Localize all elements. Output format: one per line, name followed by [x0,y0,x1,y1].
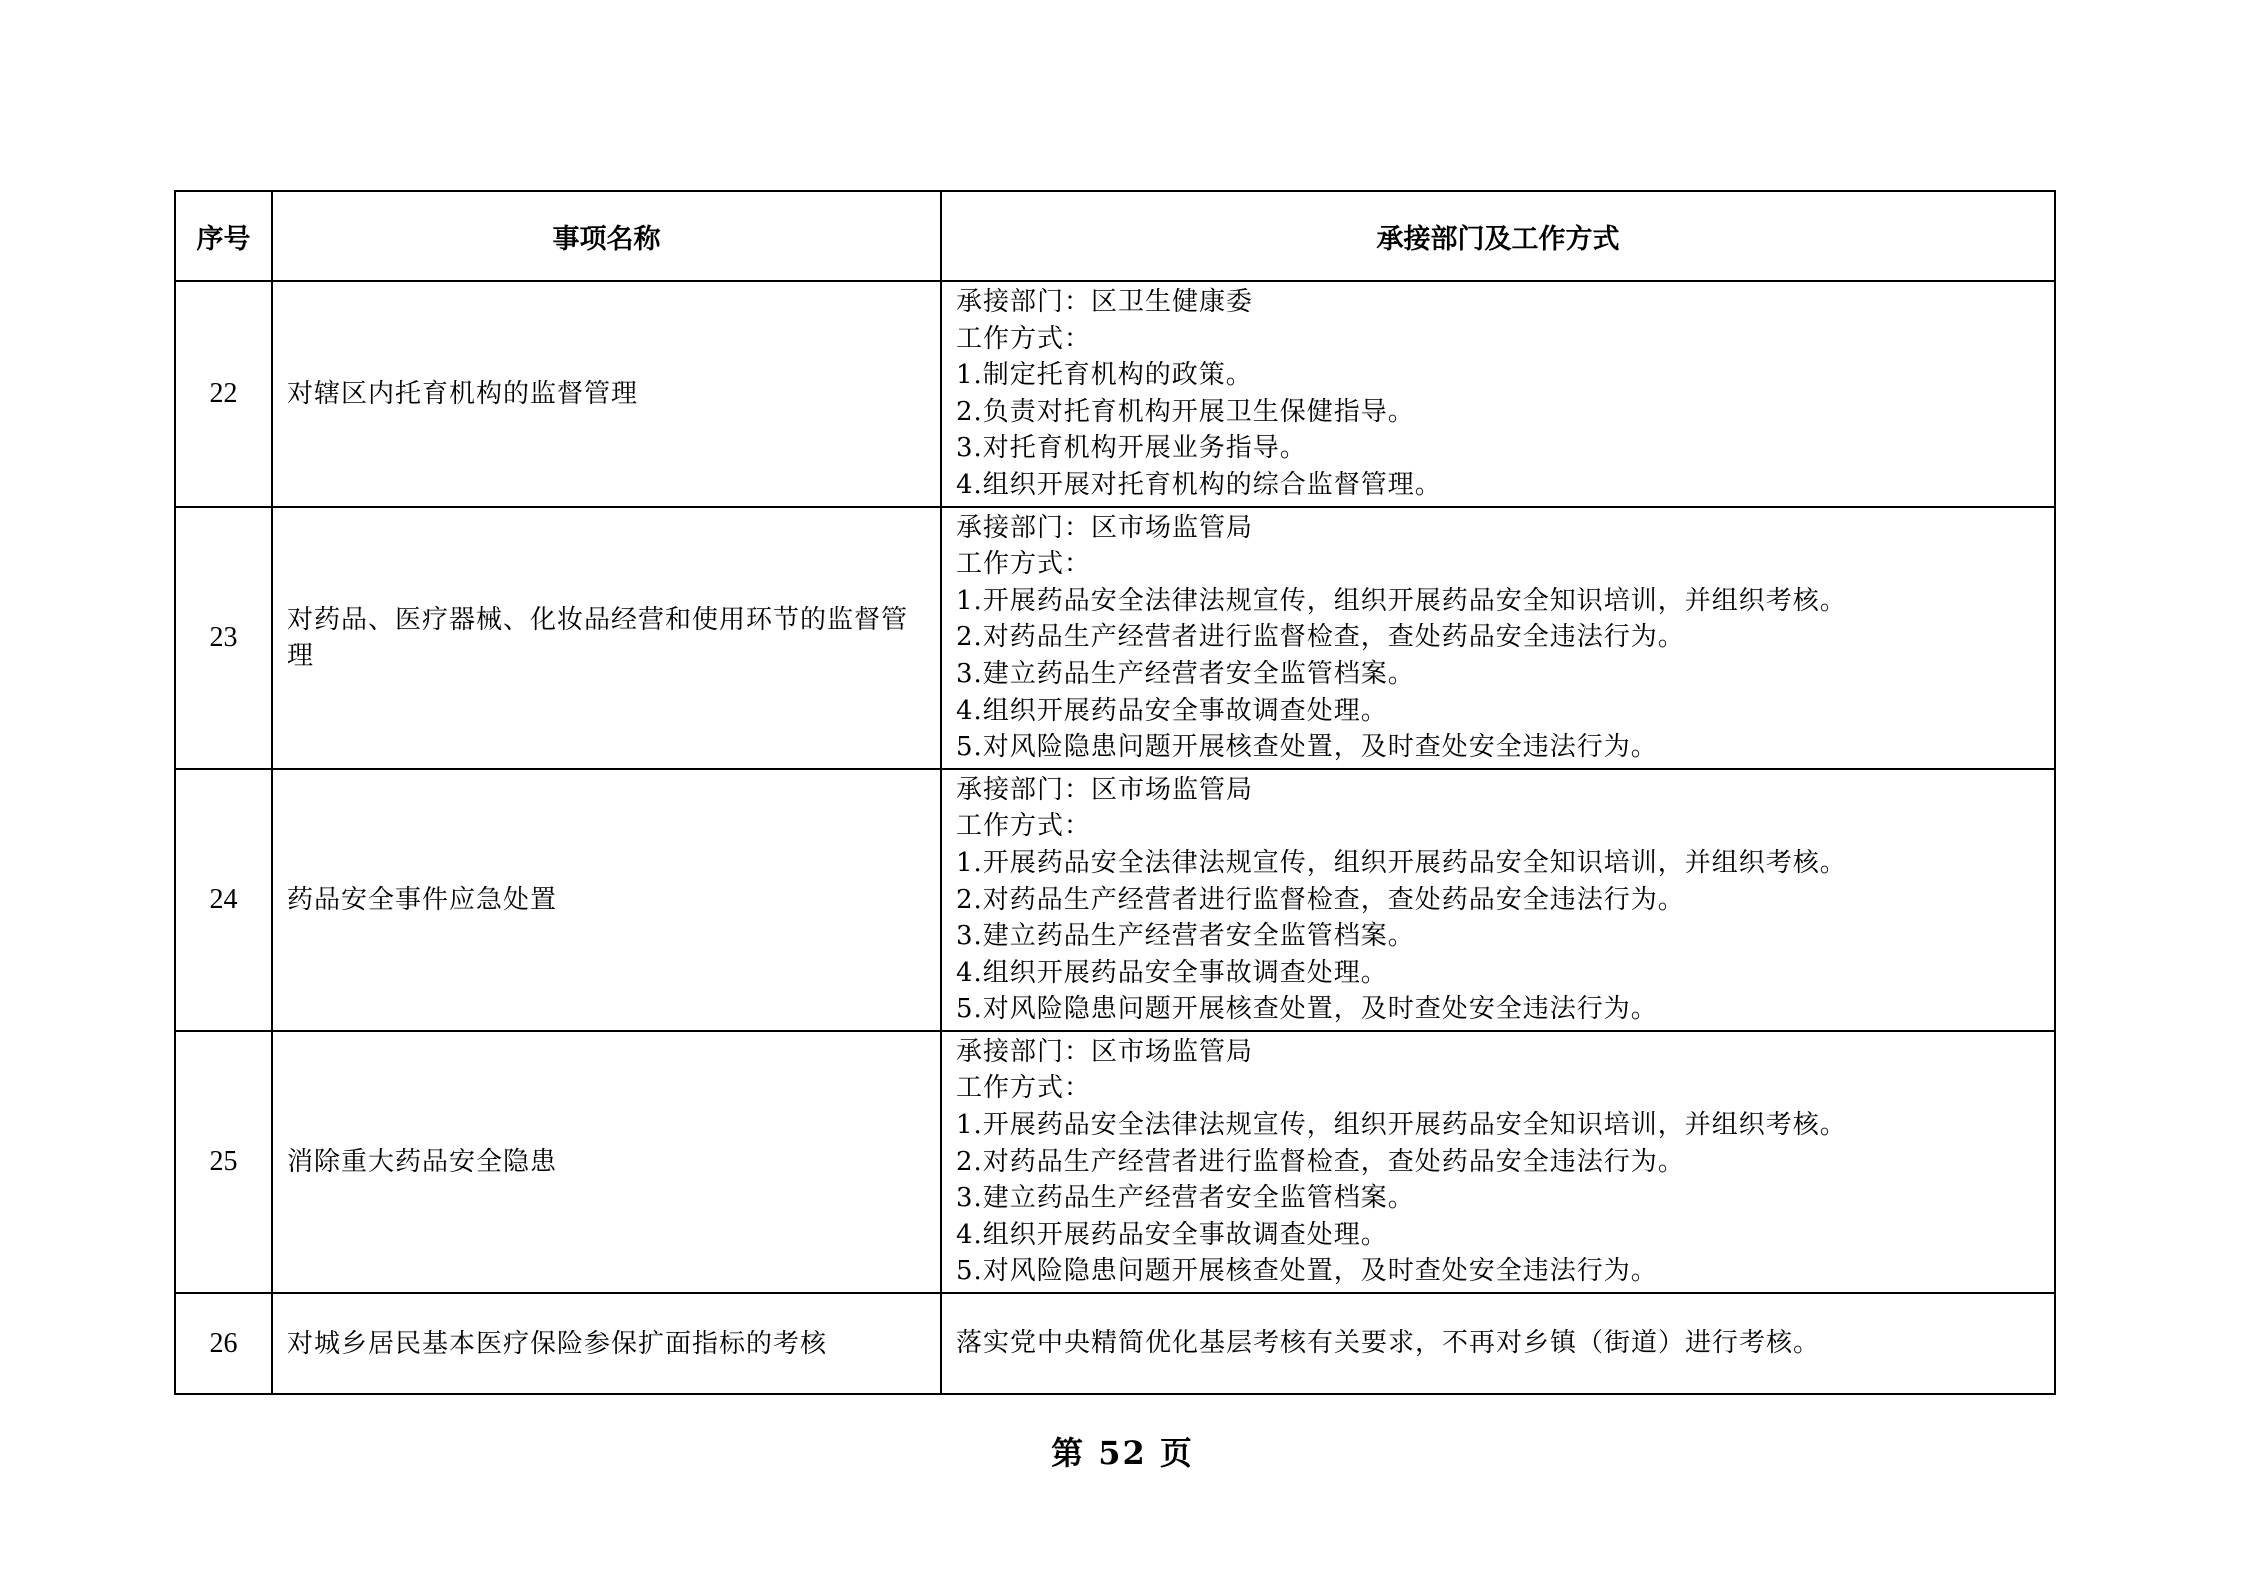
table-row [175,1031,2055,1293]
method-line: 落实党中央精简优化基层考核有关要求，不再对乡镇（街道）进行考核。 [956,1328,1821,1359]
method-line: 4.组织开展药品安全事故调查处理。 [956,957,1388,988]
method-line: 3.建立药品生产经营者安全监管档案。 [956,921,1415,952]
method-line: 4.组织开展药品安全事故调查处理。 [956,1219,1388,1250]
row-seq: 22 [175,281,272,507]
items-table [174,190,2056,1395]
row-department-method [941,1031,2055,1293]
header-seq: 序号 [175,191,272,281]
method-line: 1.开展药品安全法律法规宣传，组织开展药品安全知识培训，并组织考核。 [956,585,1847,616]
row-item-name: 对药品、医疗器械、化妆品经营和使用环节的监督管理 [272,507,941,769]
row-seq: 23 [175,507,272,769]
row-department-method [941,281,2055,507]
method-line: 5.对风险隐患问题开展核查处置，及时查处安全违法行为。 [956,994,1658,1025]
row-department-method [941,507,2055,769]
table-row [175,281,2055,507]
row-item-name: 消除重大药品安全隐患 [272,1031,941,1293]
method-line: 承接部门：区市场监管局 [956,1036,1254,1067]
page-number: 第 52 页 [1051,1434,1194,1472]
row-item-name: 对城乡居民基本医疗保险参保扩面指标的考核 [272,1293,941,1394]
method-line: 1.制定托育机构的政策。 [956,360,1253,391]
method-line: 4.组织开展药品安全事故调查处理。 [956,695,1388,726]
method-line: 工作方式： [956,323,1092,354]
method-line: 1.开展药品安全法律法规宣传，组织开展药品安全知识培训，并组织考核。 [956,1110,1847,1141]
method-line: 2.负责对托育机构开展卫生保健指导。 [956,396,1415,427]
row-department-method [941,1293,2055,1394]
row-seq: 26 [175,1293,272,1394]
method-line: 承接部门：区市场监管局 [956,774,1254,805]
table-row [175,1293,2055,1394]
table-row [175,507,2055,769]
method-line: 2.对药品生产经营者进行监督检查，查处药品安全违法行为。 [956,622,1685,653]
row-seq: 25 [175,1031,272,1293]
method-line: 3.对托育机构开展业务指导。 [956,433,1307,464]
row-department-method [941,769,2055,1031]
table-row [175,769,2055,1031]
method-line: 3.建立药品生产经营者安全监管档案。 [956,658,1415,689]
row-item-name: 对辖区内托育机构的监督管理 [272,281,941,507]
method-line: 4.组织开展对托育机构的综合监督管理。 [956,469,1442,500]
method-line: 工作方式： [956,549,1092,580]
header-item-name: 事项名称 [272,191,941,281]
table-header-row [175,191,2055,281]
method-line: 2.对药品生产经营者进行监督检查，查处药品安全违法行为。 [956,884,1685,915]
method-line: 工作方式： [956,1073,1092,1104]
method-line: 3.建立药品生产经营者安全监管档案。 [956,1183,1415,1214]
method-line: 5.对风险隐患问题开展核查处置，及时查处安全违法行为。 [956,1256,1658,1287]
method-line: 承接部门：区市场监管局 [956,512,1254,543]
method-line: 2.对药品生产经营者进行监督检查，查处药品安全违法行为。 [956,1146,1685,1177]
items-table-container [174,190,2054,1395]
row-item-name: 药品安全事件应急处置 [272,769,941,1031]
method-line: 承接部门：区卫生健康委 [956,287,1254,317]
row-seq: 24 [175,769,272,1031]
method-line: 5.对风险隐患问题开展核查处置，及时查处安全违法行为。 [956,732,1658,763]
method-line: 1.开展药品安全法律法规宣传，组织开展药品安全知识培训，并组织考核。 [956,847,1847,878]
header-department-method: 承接部门及工作方式 [941,191,2055,281]
method-line: 工作方式： [956,811,1092,842]
